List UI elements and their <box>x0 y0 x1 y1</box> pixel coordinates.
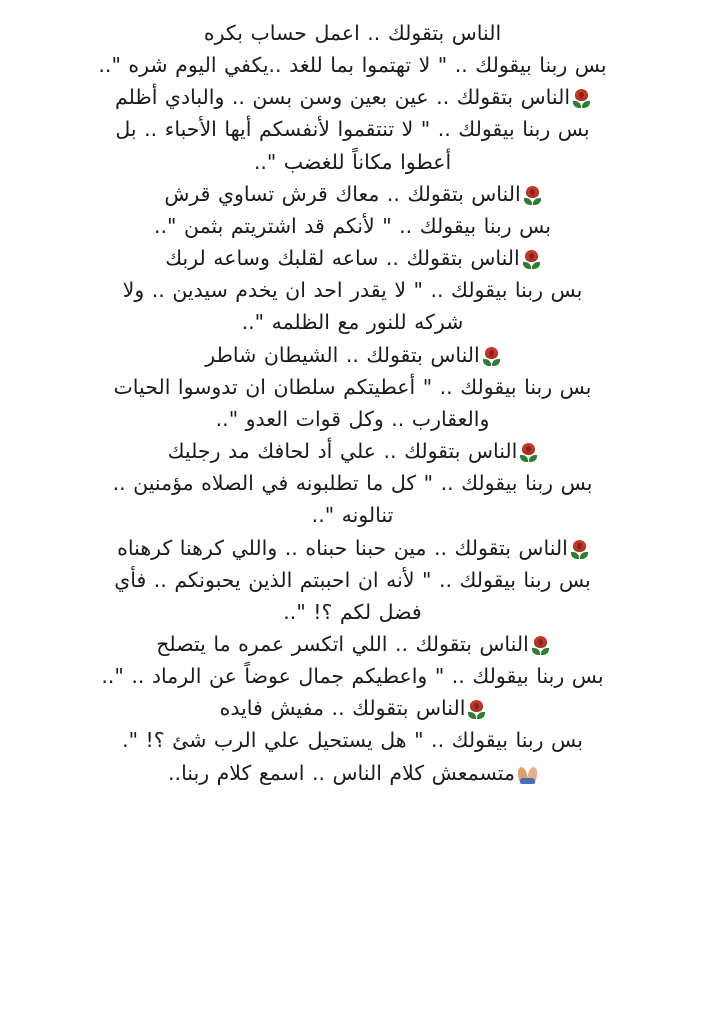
text-line <box>22 597 683 628</box>
line-text: والعقارب .. وكل قوات العدو ".. <box>215 406 490 431</box>
line-text: بس ربنا بيقولك .. " هل يستحيل علي الرب شئ ؟! ". <box>122 728 583 753</box>
line-text: الناس بتقولك .. مفيش فايده <box>219 696 466 721</box>
line-text: بس ربنا بيقولك .. " واعطيكم جمال عوضاً عن الرماد .. ".. <box>101 664 604 689</box>
line-text: بس ربنا بيقولك .. " لا تنتقموا لأنفسكم أيها الأحباء .. بل <box>115 117 590 142</box>
line-text: متسمعش كلام الناس .. اسمع كلام ربنا.. <box>168 760 515 785</box>
line-text: الناس بتقولك .. علي أد لحافك مد رجليك <box>167 439 518 464</box>
line-text: بس ربنا بيقولك .. " لأنكم قد اشتريتم بثمن ".. <box>154 213 551 238</box>
text-line <box>22 404 683 435</box>
text-line <box>22 340 683 371</box>
text-line <box>22 211 683 242</box>
text-line <box>22 372 683 403</box>
rose-icon <box>532 636 549 655</box>
rose-icon <box>523 250 540 269</box>
text-line <box>22 114 683 145</box>
text-line <box>22 500 683 531</box>
line-text: بس ربنا بيقولك .. " أعطيتكم سلطان ان تدوسوا الحيات <box>113 374 592 399</box>
text-line <box>22 693 683 724</box>
line-text: الناس بتقولك .. اللي اتكسر عمره ما يتصلح <box>156 631 529 656</box>
rose-icon <box>468 700 485 719</box>
text-line <box>22 307 683 338</box>
line-text: الناس بتقولك .. اعمل حساب بكره <box>203 21 502 45</box>
text-line <box>22 725 683 756</box>
text-line <box>22 468 683 499</box>
text-line <box>22 50 683 81</box>
line-text: أعطوا مكاناً للغضب ".. <box>253 149 452 174</box>
line-text: الناس بتقولك .. عين بعين وسن بسن .. والبادي أظلم <box>114 85 571 110</box>
line-text: تنالونه ".. <box>311 503 394 528</box>
line-text: الناس بتقولك .. الشيطان شاطر <box>205 342 480 367</box>
rose-icon <box>571 540 588 559</box>
text-line <box>22 275 683 306</box>
rose-icon <box>520 443 537 462</box>
text-line <box>22 82 683 113</box>
line-text: فضل لكم ؟! ".. <box>283 599 422 624</box>
text-line <box>22 661 683 692</box>
rose-icon <box>573 89 590 108</box>
text-line <box>22 565 683 596</box>
line-text: شركه للنور مع الظلمه ".. <box>241 310 464 335</box>
text-line <box>22 243 683 274</box>
rose-icon <box>524 186 541 205</box>
line-text: بس ربنا بيقولك .. " لا يقدر احد ان يخدم سيدين .. ولا <box>122 278 583 303</box>
text-line <box>22 147 683 178</box>
line-text: الناس بتقولك .. معاك قرش تساوي قرش <box>164 181 521 206</box>
line-text: الناس بتقولك .. ساعه لقلبك وساعه لربك <box>165 246 520 271</box>
line-text: بس ربنا بيقولك .. " لا تهتموا بما للغد ..يكفي اليوم شره ".. <box>98 53 607 78</box>
text-line <box>22 18 683 49</box>
text-line <box>22 179 683 210</box>
text-line <box>22 436 683 467</box>
text-line <box>22 533 683 564</box>
line-text: الناس بتقولك .. مين حبنا حبناه .. واللي كرهنا كرهناه <box>117 535 568 560</box>
text-line <box>22 629 683 660</box>
line-text: بس ربنا بيقولك .. " كل ما تطلبونه في الصلاه مؤمنين .. <box>112 471 593 496</box>
praying-hands-icon <box>518 765 537 784</box>
text-line <box>22 758 683 789</box>
rose-icon <box>483 347 500 366</box>
line-text: بس ربنا بيقولك .. " لأنه ان احببتم الذين يحبونكم .. فأي <box>114 567 591 592</box>
